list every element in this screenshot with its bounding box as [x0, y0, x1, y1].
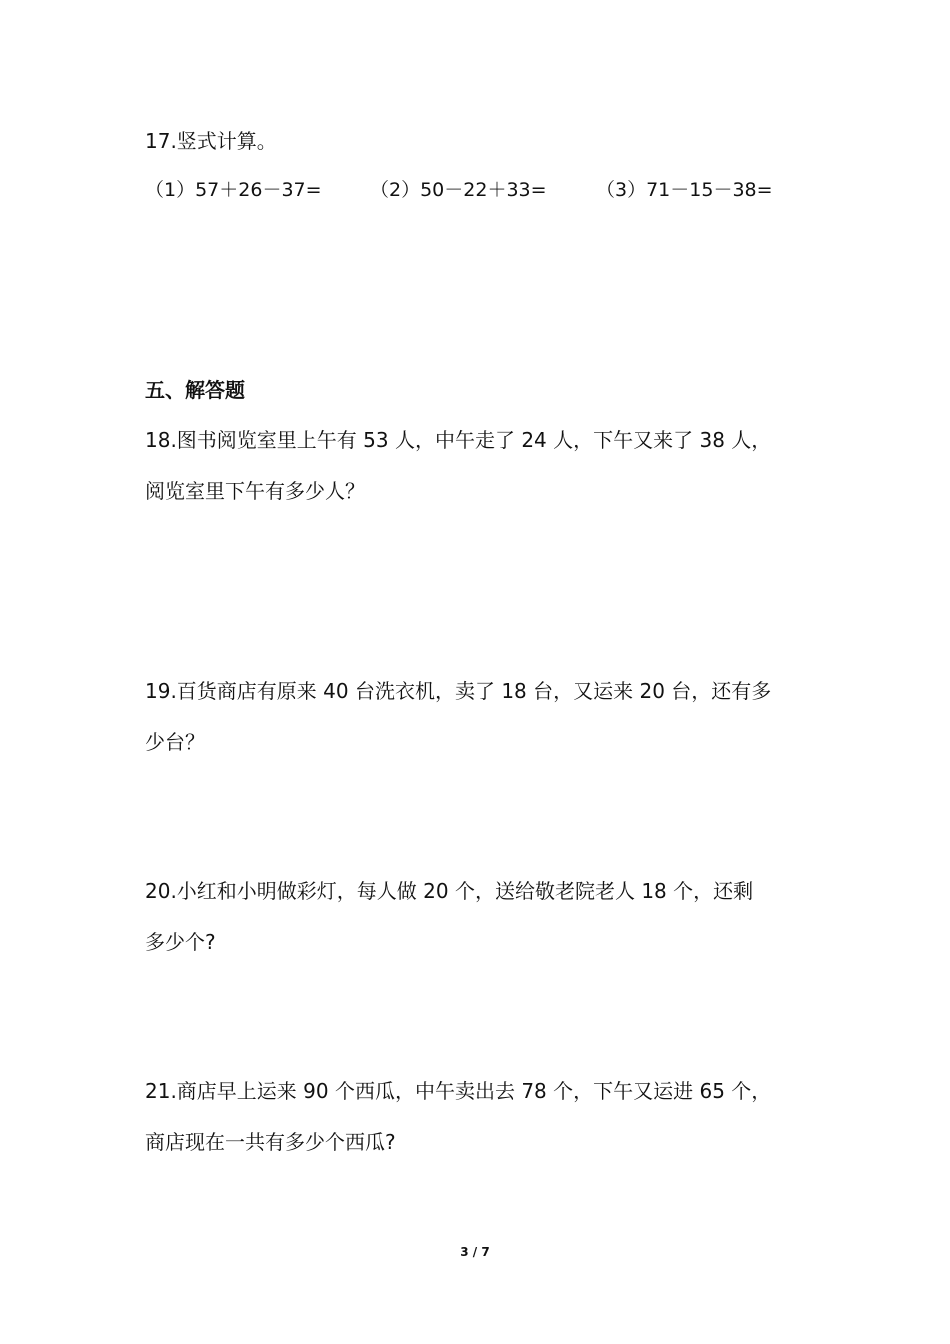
page-number: 3 / 7	[460, 1245, 490, 1259]
question-17-title: 17.竖式计算。	[145, 129, 277, 153]
calc-item-1: （1）57＋26－37=	[145, 179, 322, 201]
calc-item-2: （2）50－22＋33=	[370, 179, 547, 201]
question-18-line-1: 18.图书阅览室里上午有 53 人，中午走了 24 人，下午又来了 38 人，	[145, 428, 772, 452]
question-21-line-2: 商店现在一共有多少个西瓜?	[145, 1130, 396, 1154]
question-20-line-2: 多少个?	[145, 930, 216, 954]
question-18-line-2: 阅览室里下午有多少人？	[145, 479, 365, 503]
calc-item-3: （3）71－15－38=	[596, 179, 773, 201]
question-20-line-1: 20.小红和小明做彩灯，每人做 20 个，送给敬老院老人 18 个，还剩	[145, 879, 754, 903]
question-19-line-2: 少台？	[145, 730, 205, 754]
question-19-line-1: 19.百货商店有原来 40 台洗衣机，卖了 18 台，又运来 20 台，还有多	[145, 679, 772, 703]
question-21-line-1: 21.商店早上运来 90 个西瓜，中午卖出去 78 个，下午又运进 65 个，	[145, 1079, 772, 1103]
section-heading: 五、解答题	[145, 378, 245, 402]
